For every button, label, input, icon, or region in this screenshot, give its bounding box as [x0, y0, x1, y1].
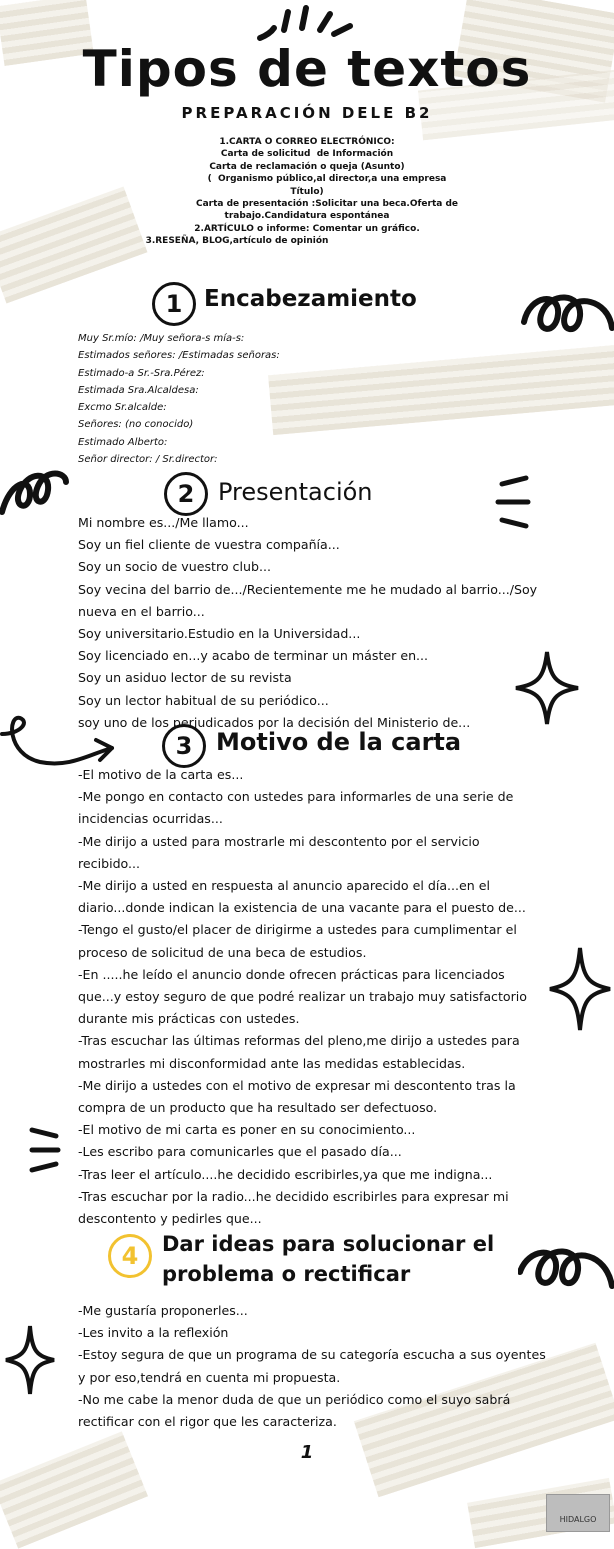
list-item: Soy vecina del barrio de.../Recientemente me he mudado al barrio.../Soy	[78, 581, 538, 597]
list-item: proceso de solicitud de una beca de estudios.	[78, 944, 367, 960]
list-item: -Les invito a la reflexión	[78, 1325, 229, 1341]
section-heading: Encabezamiento	[204, 286, 417, 312]
loop-doodle-icon	[520, 288, 614, 348]
page-subtitle: PREPARACIÓN DELE B2	[181, 104, 433, 122]
list-item: -Tengo el gusto/el placer de dirigirme a ustedes para cumplimentar el	[78, 922, 517, 938]
list-item: -El motivo de la carta es...	[78, 767, 244, 782]
list-item: mostrarles mi disconformidad ante las medidas establecidas.	[78, 1055, 466, 1071]
list-item: Soy un lector habitual de su periódico...	[78, 692, 329, 708]
list-item: nueva en el barrio...	[78, 603, 205, 619]
list-item: Estimados señores: /Estimadas señoras:	[78, 350, 280, 362]
list-item: Estimada Sra.Alcaldesa:	[78, 384, 199, 396]
section-heading-line2: problema o rectificar	[162, 1262, 411, 1286]
list-item: Soy un socio de vuestro club...	[78, 559, 271, 575]
list-item: Soy licenciado en...y acabo de terminar un máster en...	[78, 648, 429, 664]
list-item: que...y estoy seguro de que podré realizar un trabajo muy satisfactorio	[78, 989, 527, 1005]
sparkle-star-icon	[2, 1322, 58, 1398]
list-item: Señores: (no conocido)	[78, 419, 194, 431]
list-item: -Estoy segura de que un programa de su categoría escucha a sus oyentes	[78, 1347, 546, 1363]
section-heading-line1: Dar ideas para solucionar el	[162, 1232, 495, 1256]
list-item: Estimado Alberto:	[78, 436, 168, 448]
spring-doodle-icon	[0, 462, 70, 522]
presentation-list	[78, 512, 537, 734]
list-item: -Me dirijo a ustedes con el motivo de expresar mi descontento tras la	[78, 1077, 516, 1093]
intro-line: trabajo.Candidatura espontánea	[224, 211, 390, 222]
list-item: -Les escribo para comunicarles que el pasado día...	[78, 1144, 402, 1160]
list-item: Señor director: / Sr.director:	[78, 454, 218, 466]
list-item: y por eso,tendrá en cuenta mi propuesta.	[78, 1369, 341, 1385]
torn-paper-middle-right	[268, 345, 614, 435]
list-item: rectificar con el rigor que les caracteriza.	[78, 1414, 337, 1430]
intro-line: 2.ARTÍCULO o informe: Comentar un gráfico.	[194, 223, 420, 234]
intro-list	[0, 136, 614, 248]
list-item: -Tras escuchar las últimas reformas del pleno,me dirijo a ustedes para	[78, 1033, 520, 1049]
section-number-badge: 3	[162, 724, 206, 768]
section-number-badge: 1	[152, 282, 196, 326]
list-item: Mi nombre es.../Me llamo...	[78, 515, 249, 530]
list-item: compra de un producto que ha resultado ser defectuoso.	[78, 1100, 438, 1116]
intro-line: 1.CARTA O CORREO ELECTRÓNICO:	[219, 137, 395, 147]
intro-line: ( Organismo público,al director,a una empresa	[207, 174, 447, 185]
list-item: -No me cabe la menor duda de que un periódico como el suyo sabrá	[78, 1391, 511, 1407]
page-number: 1	[300, 1442, 314, 1463]
list-item: -Me dirijo a usted para mostrarle mi descontento por el servicio	[78, 833, 480, 849]
list-item: Soy un asiduo lector de su revista	[78, 670, 292, 686]
section-heading: Presentación	[218, 478, 373, 506]
motive-list	[78, 764, 527, 1230]
list-item: durante mis prácticas con ustedes.	[78, 1011, 300, 1027]
section-number-badge: 4	[108, 1234, 152, 1278]
list-item: -El motivo de mi carta es poner en su conocimiento...	[78, 1122, 416, 1138]
list-item: soy uno de los perjudicados por la decisión del Ministerio de...	[78, 714, 471, 730]
list-item: recibido...	[78, 855, 141, 871]
section-number-badge: 2	[164, 472, 208, 516]
hidalgo-logo: HIDALGO	[546, 1494, 610, 1532]
dash-lines-icon	[28, 1122, 62, 1178]
section-heading: Motivo de la carta	[216, 728, 462, 756]
list-item: Soy un fiel cliente de vuestra compañía...	[78, 537, 340, 553]
list-item: Estimado-a Sr.-Sra.Pérez:	[78, 367, 205, 379]
list-item: -En .....he leído el anuncio donde ofrecen prácticas para licenciados	[78, 966, 505, 982]
list-item: diario...donde indican la existencia de una vacante para el puesto de...	[78, 900, 526, 916]
greetings-list	[78, 330, 280, 468]
list-item: -Tras escuchar por la radio...he decidido escribirles para expresar mi	[78, 1188, 509, 1204]
list-item: incidencias ocurridas...	[78, 811, 223, 827]
page-title: Tipos de textos	[82, 40, 532, 98]
intro-line: 3.RESEÑA, BLOG,artículo de opinión	[145, 236, 329, 247]
solutions-list	[78, 1300, 546, 1433]
list-item: Soy universitario.Estudio en la Universidad...	[78, 626, 361, 642]
sunburst-doodle-icon	[250, 4, 360, 44]
loop-doodle-icon	[518, 1242, 614, 1306]
sparkle-star-icon	[546, 944, 614, 1034]
list-item: -Me dirijo a usted en respuesta al anuncio aparecido el día...en el	[78, 878, 491, 894]
intro-line: Carta de presentación :Solicitar una beca.Oferta de	[195, 199, 459, 210]
intro-line: Carta de reclamación o queja (Asunto)	[209, 161, 405, 172]
list-item: -Me pongo en contacto con ustedes para informarles de una serie de	[78, 789, 514, 805]
intro-line: Carta de solicitud de Información	[220, 149, 394, 160]
list-item: descontento y pedirles que...	[78, 1211, 262, 1227]
intro-line: Título)	[290, 186, 324, 197]
list-item: Muy Sr.mío: /Muy señora-s mía-s:	[78, 333, 245, 344]
list-item: -Tras leer el artículo....he decidido escribirles,ya que me indigna...	[78, 1166, 493, 1182]
list-item: -Me gustaría proponerles...	[78, 1303, 248, 1318]
list-item: Excmo Sr.alcalde:	[78, 402, 167, 414]
